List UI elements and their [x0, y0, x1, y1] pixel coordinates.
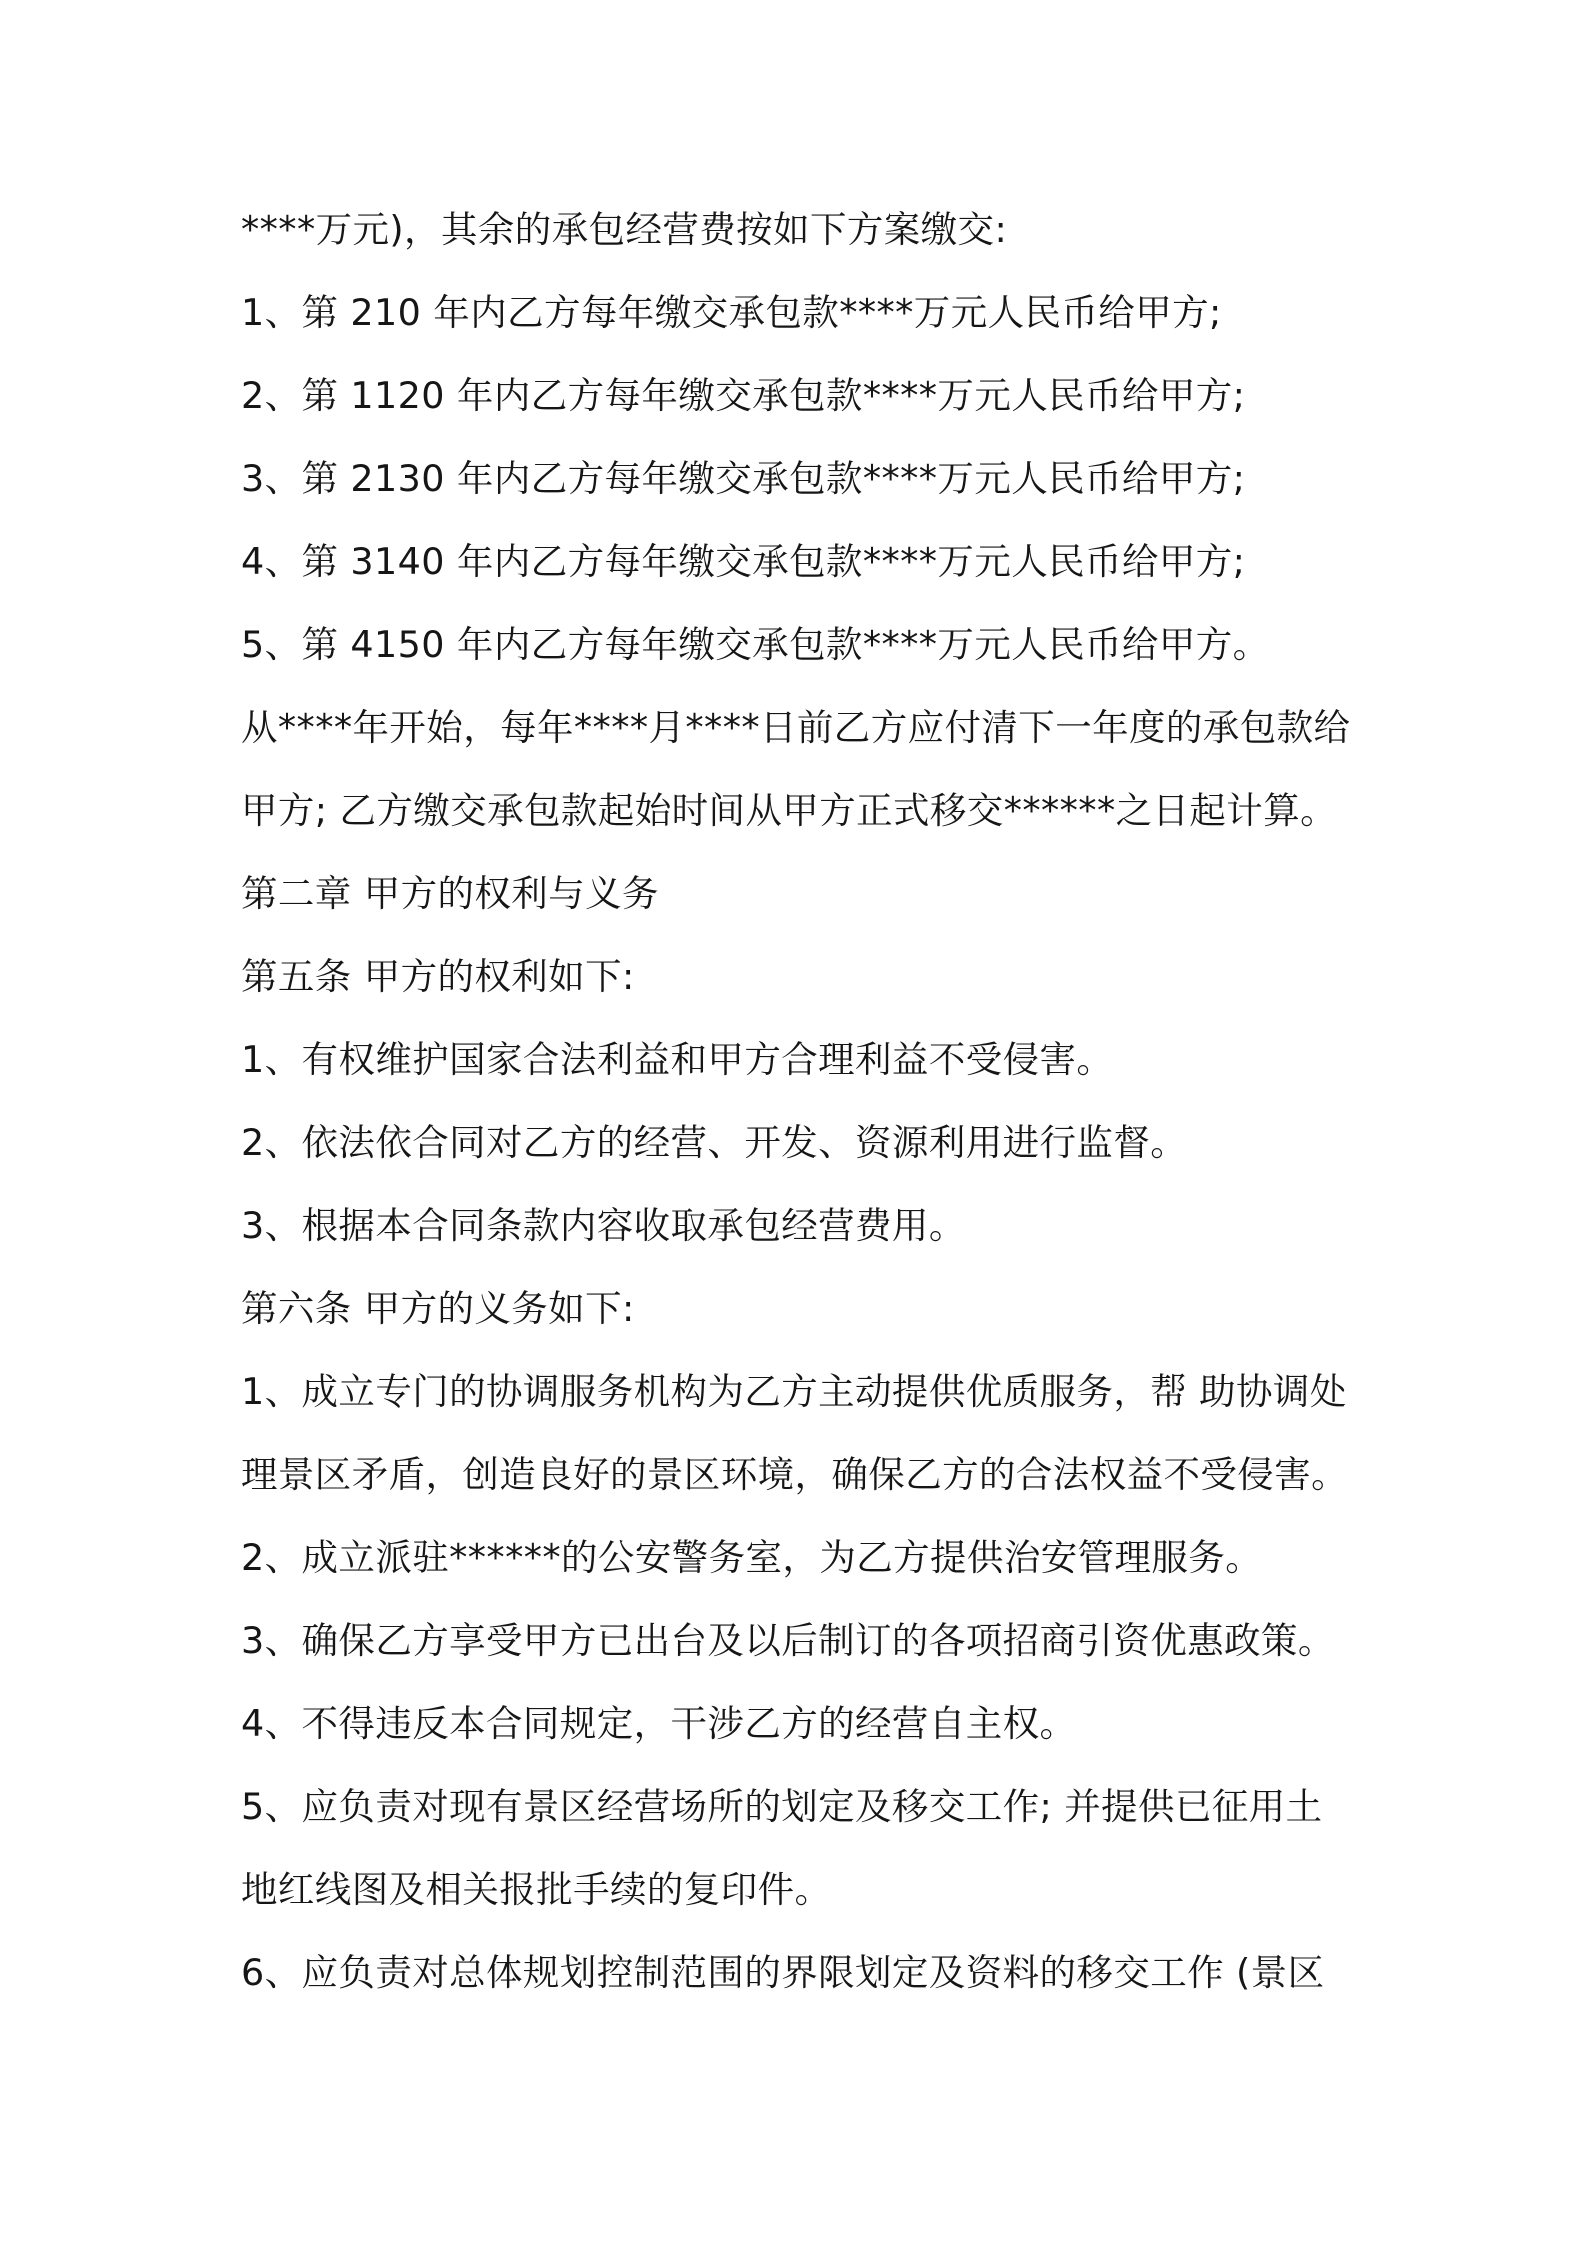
text-line: 1、有权维护国家合法利益和甲方合理利益不受侵害。 [241, 1038, 1114, 1081]
text-line: 4、第 3140 年内乙方每年缴交承包款****万元人民币给甲方; [241, 540, 1246, 583]
text-line: 3、确保乙方享受甲方已出台及以后制订的各项招商引资优惠政策。 [241, 1619, 1335, 1662]
text-line: 2、成立派驻******的公安警务室，为乙方提供治安管理服务。 [241, 1536, 1263, 1579]
article-heading: 第六条 甲方的义务如下: [241, 1287, 635, 1330]
text-line: 5、第 4150 年内乙方每年缴交承包款****万元人民币给甲方。 [241, 623, 1270, 666]
article-heading: 第五条 甲方的权利如下: [241, 955, 635, 998]
text-line: 5、应负责对现有景区经营场所的划定及移交工作; 并提供已征用土 [241, 1785, 1323, 1828]
text-line: 甲方; 乙方缴交承包款起始时间从甲方正式移交******之日起计算。 [241, 789, 1337, 832]
text-line: 从****年开始，每年****月****日前乙方应付清下一年度的承包款给 [241, 706, 1351, 749]
text-line: 地红线图及相关报批手续的复印件。 [241, 1868, 832, 1911]
text-line: 3、根据本合同条款内容收取承包经营费用。 [241, 1204, 966, 1247]
text-line: ****万元)，其余的承包经营费按如下方案缴交: [241, 208, 1008, 251]
text-line: 1、第 210 年内乙方每年缴交承包款****万元人民币给甲方; [241, 291, 1222, 334]
text-line: 3、第 2130 年内乙方每年缴交承包款****万元人民币给甲方; [241, 457, 1246, 500]
section-heading: 第二章 甲方的权利与义务 [241, 872, 659, 915]
text-line: 4、不得违反本合同规定，干涉乙方的经营自主权。 [241, 1702, 1077, 1745]
text-line: 6、应负责对总体规划控制范围的界限划定及资料的移交工作 (景区 [241, 1951, 1325, 1994]
text-line: 2、第 1120 年内乙方每年缴交承包款****万元人民币给甲方; [241, 374, 1246, 417]
text-line: 1、成立专门的协调服务机构为乙方主动提供优质服务，帮 助协调处 [241, 1370, 1347, 1413]
text-line: 2、依法依合同对乙方的经营、开发、资源利用进行监督。 [241, 1121, 1188, 1164]
text-line: 理景区矛盾，创造良好的景区环境，确保乙方的合法权益不受侵害。 [241, 1453, 1348, 1496]
